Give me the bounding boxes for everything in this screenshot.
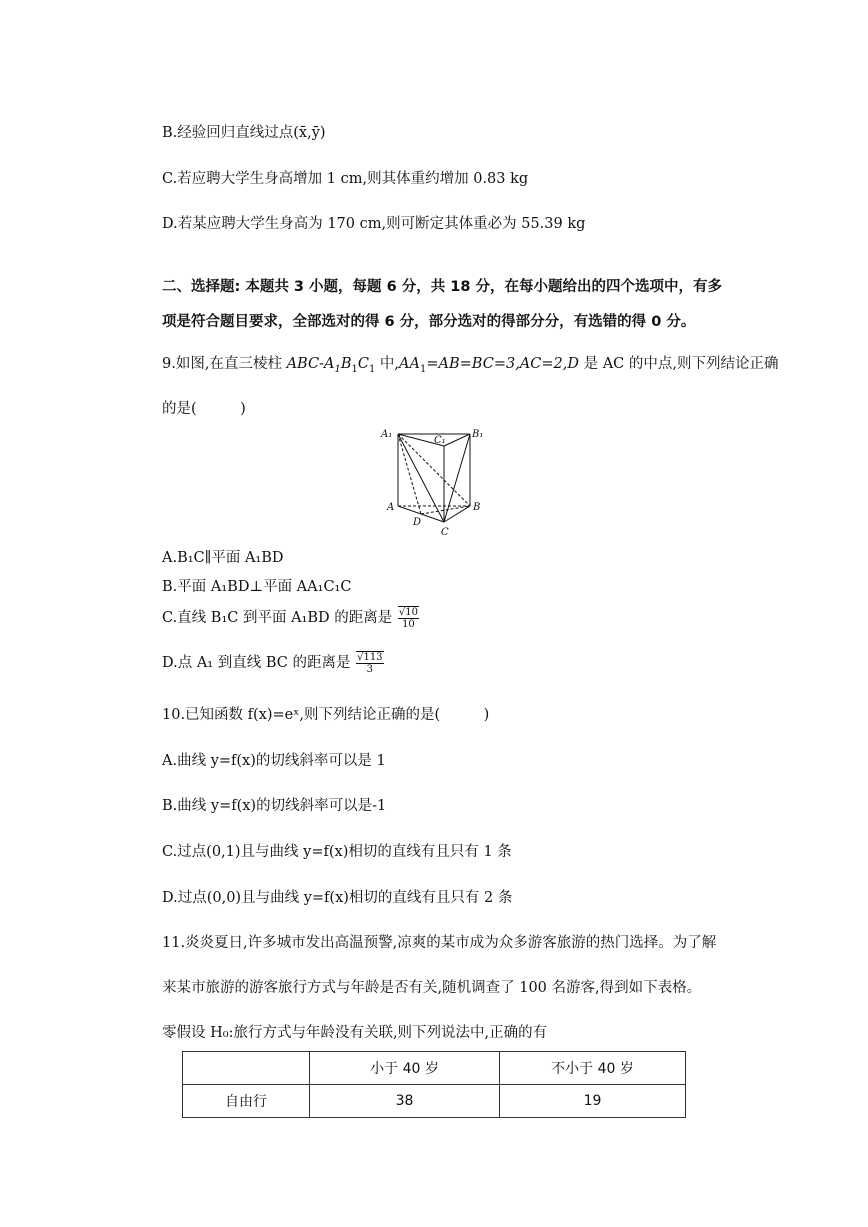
q9-option-d — [162, 651, 384, 675]
q9-prism-label-b: B — [340, 356, 352, 372]
q9-option-c-text: C.直线 B₁C 到平面 A₁BD 的距离是 — [162, 610, 393, 626]
fraction-numerator: √10 — [398, 607, 418, 618]
travel-age-table — [182, 1051, 686, 1118]
q9-prism-label: ABC-A — [286, 356, 335, 372]
q9-stem-pre: 9.如图,在直三棱柱 — [162, 356, 287, 372]
q10-option-c: C.过点(0,1)且与曲线 y=f(x)相切的直线有且只有 1 条 — [162, 844, 512, 860]
q9-cond2: =AB=BC=3,AC=2,D — [426, 356, 579, 372]
q9-stem-end: 是 AC 的中点,则下列结论正确 — [578, 356, 779, 372]
q8-option-c: C.若应聘大学生身高增加 1 cm,则其体重约增加 0.83 kg — [162, 171, 529, 187]
label-b: B — [473, 502, 481, 513]
q9-option-d-text: D.点 A₁ 到直线 BC 的距离是 — [162, 655, 351, 671]
q8-option-b: B.经验回归直线过点(x̄,ȳ) — [162, 125, 326, 141]
fraction-numerator: √113 — [357, 652, 383, 663]
table-header-cell: 小于 40 岁 — [310, 1052, 500, 1085]
q9-stem — [162, 352, 779, 375]
label-b1: B₁ — [472, 429, 484, 440]
q11-stem-line1: 11.炎炎夏日,许多城市发出高温预警,凉爽的某市成为众多游客旅游的热门选择。为了解 — [162, 935, 717, 951]
q9-sub: 1 — [368, 363, 376, 375]
q10-stem: 10.已知函数 f(x)=eˣ,则下列结论正确的是( ) — [162, 707, 490, 723]
q10-option-b: B.曲线 y=f(x)的切线斜率可以是-1 — [162, 798, 387, 814]
label-d: D — [413, 517, 422, 528]
q9-sub: 1 — [351, 363, 358, 375]
fraction — [356, 651, 383, 675]
q9-prism-label-c: C — [357, 356, 369, 372]
label-c1: C₁ — [434, 435, 446, 446]
table-header-row — [183, 1052, 686, 1085]
section2-heading-line1: 二、选择题: 本题共 3 小题，每题 6 分，共 18 分，在每小题给出的四个选项中，有多 — [162, 279, 722, 295]
fraction-denominator: 10 — [402, 619, 415, 630]
q9-sub: 1 — [420, 363, 427, 375]
fraction-denominator: 3 — [366, 664, 373, 675]
q8-option-d: D.若某应聘大学生身高为 170 cm,则可断定其体重必为 55.39 kg — [162, 216, 586, 232]
q9-sub: 1 — [334, 363, 341, 375]
q9-stem-line2: 的是( ) — [162, 401, 246, 417]
table-row — [183, 1085, 686, 1118]
q9-option-a: A.B₁C∥平面 A₁BD — [162, 550, 284, 566]
q11-stem-line3: 零假设 H₀:旅行方式与年龄没有关联,则下列说法中,正确的有 — [162, 1025, 548, 1041]
table-cell: 38 — [310, 1085, 500, 1118]
label-a1: A₁ — [381, 429, 393, 440]
table-cell: 19 — [500, 1085, 686, 1118]
label-c: C — [441, 527, 449, 538]
label-a: A — [387, 502, 395, 513]
q9-stem-mid: 中, — [375, 356, 400, 372]
table-header-cell — [183, 1052, 310, 1085]
q11-stem-line2: 来某市旅游的游客旅行方式与年龄是否有关,随机调查了 100 名游客,得到如下表格。 — [162, 980, 702, 996]
prism-figure — [380, 424, 490, 540]
q9-cond: AA — [399, 356, 420, 372]
q10-option-d: D.过点(0,0)且与曲线 y=f(x)相切的直线有且只有 2 条 — [162, 890, 513, 906]
section2-heading-line2: 项是符合题目要求，全部选对的得 6 分，部分选对的得部分分，有选错的得 0 分。 — [162, 314, 696, 330]
table-header-cell: 不小于 40 岁 — [500, 1052, 686, 1085]
q10-option-a: A.曲线 y=f(x)的切线斜率可以是 1 — [162, 753, 386, 769]
q9-option-b: B.平面 A₁BD⊥平面 AA₁C₁C — [162, 579, 352, 595]
q9-option-c — [162, 606, 419, 630]
table-cell: 自由行 — [183, 1085, 310, 1118]
fraction — [398, 606, 419, 630]
